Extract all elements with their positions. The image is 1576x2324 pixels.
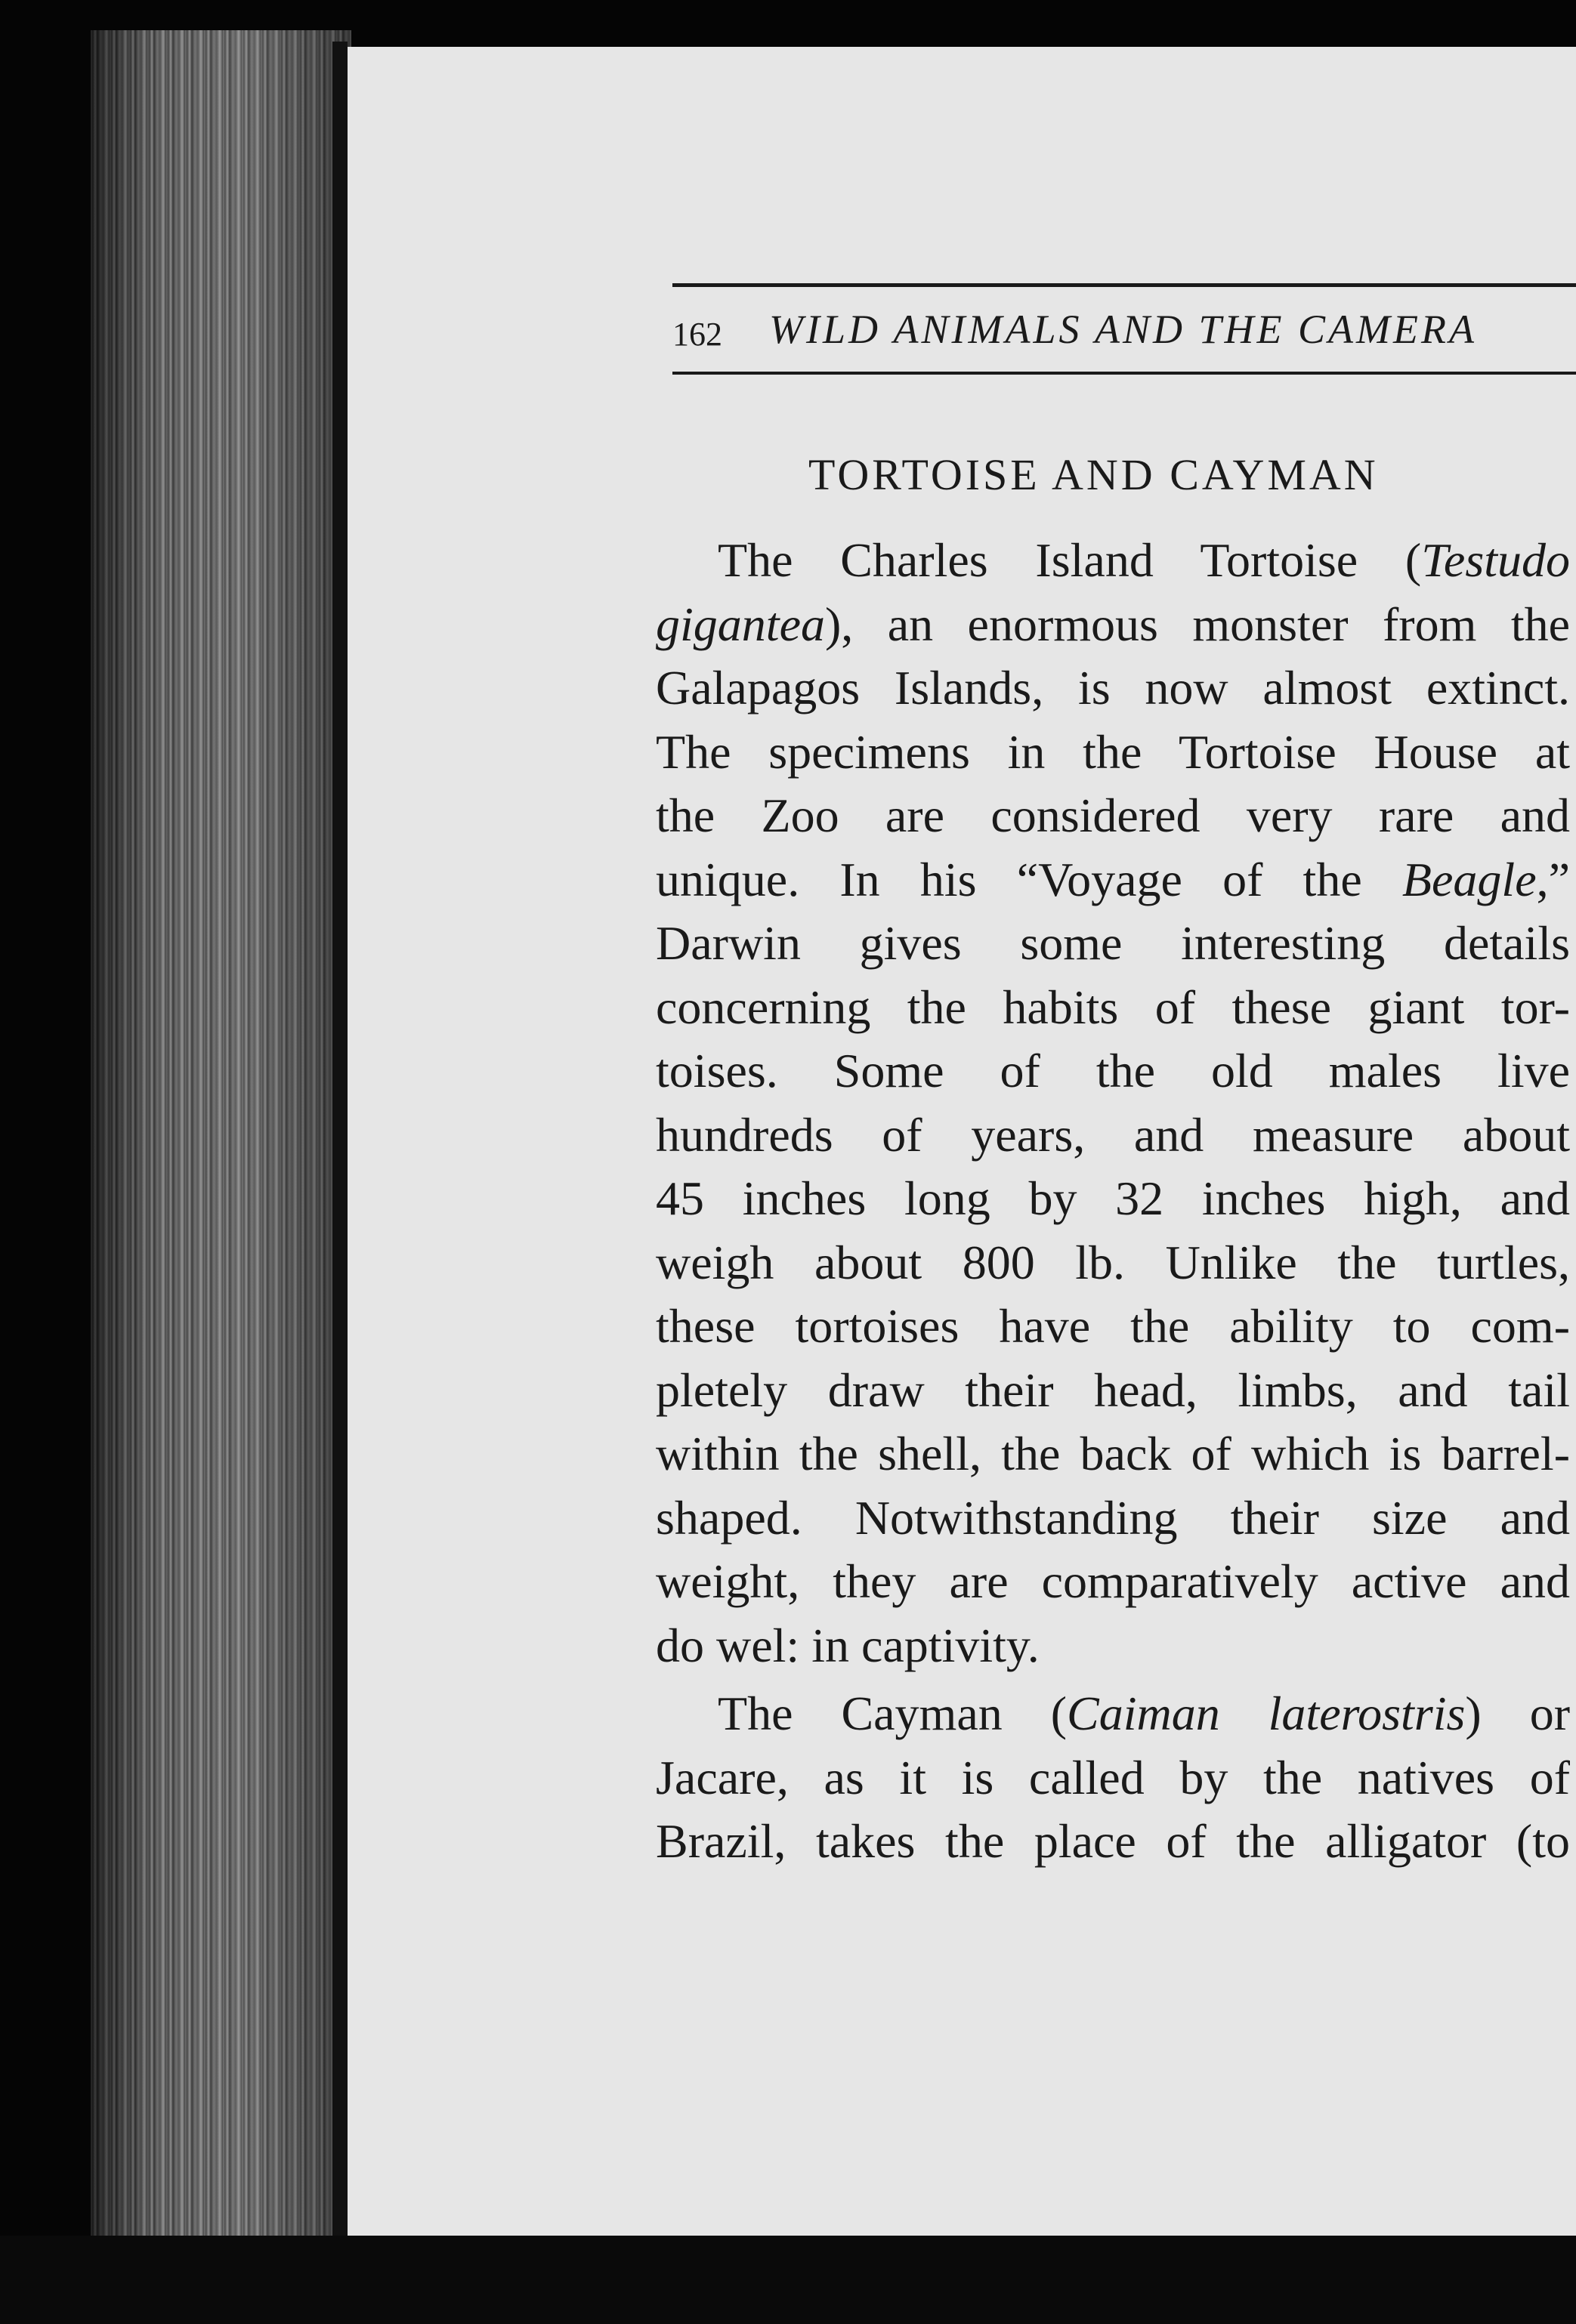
scan-bottom-border bbox=[0, 2236, 1576, 2324]
text-line: The specimens in the Tortoise House at bbox=[656, 724, 1570, 779]
text-line: weight, they are comparatively active and bbox=[656, 1554, 1570, 1608]
book-page-edges bbox=[91, 30, 351, 2247]
italic-phrase: Beagle bbox=[1401, 852, 1537, 906]
italic-phrase: gigantea bbox=[656, 597, 825, 651]
text-line: within the shell, the back of which is barrel- bbox=[656, 1427, 1570, 1480]
text-line: Galapagos Islands, is now almost extinct. bbox=[656, 661, 1570, 714]
text-line: toises. Some of the old males live bbox=[656, 1044, 1570, 1097]
section-title: TORTOISE AND CAYMAN bbox=[808, 450, 1379, 499]
page-gutter-shadow bbox=[332, 42, 348, 2243]
text-line: The Cayman (Caiman laterostris) or bbox=[718, 1687, 1570, 1740]
text-line: unique. In his “Voyage of the Beagle,” bbox=[656, 852, 1570, 906]
text-line: 45 inches long by 32 inches high, and bbox=[656, 1171, 1570, 1225]
running-head bbox=[672, 306, 1576, 366]
running-head-top-rule bbox=[672, 283, 1576, 287]
text-line: Darwin gives some interesting details bbox=[656, 916, 1570, 970]
text-line: hundreds of years, and measure about bbox=[656, 1107, 1570, 1162]
text-line: concerning the habits of these giant tor- bbox=[656, 980, 1570, 1034]
text-line: shaped. Notwithstanding their size and bbox=[656, 1490, 1570, 1545]
text-line: these tortoises have the ability to com- bbox=[656, 1299, 1570, 1353]
text-line: do wel: in captivity. bbox=[656, 1618, 1040, 1672]
italic-phrase: Caiman laterostris bbox=[1067, 1687, 1466, 1740]
text-line: gigantea), an enormous monster from the bbox=[656, 597, 1570, 651]
body-text bbox=[656, 529, 1570, 1874]
text-line: Brazil, takes the place of the alligator (to bbox=[656, 1814, 1570, 1868]
text-line: The Charles Island Tortoise (Testudo bbox=[718, 533, 1570, 587]
text-line: Jacare, as it is called by the natives of bbox=[656, 1750, 1570, 1804]
text-line: the Zoo are considered very rare and bbox=[656, 789, 1570, 842]
text-line: pletely draw their head, limbs, and tail bbox=[656, 1363, 1570, 1417]
text-line: weigh about 800 lb. Unlike the turtles, bbox=[656, 1235, 1570, 1289]
running-head-bottom-rule bbox=[672, 372, 1576, 375]
page-number: 162 bbox=[672, 316, 722, 353]
italic-phrase: Testudo bbox=[1421, 533, 1570, 587]
running-title: WILD ANIMALS AND THE CAMERA bbox=[769, 307, 1477, 352]
